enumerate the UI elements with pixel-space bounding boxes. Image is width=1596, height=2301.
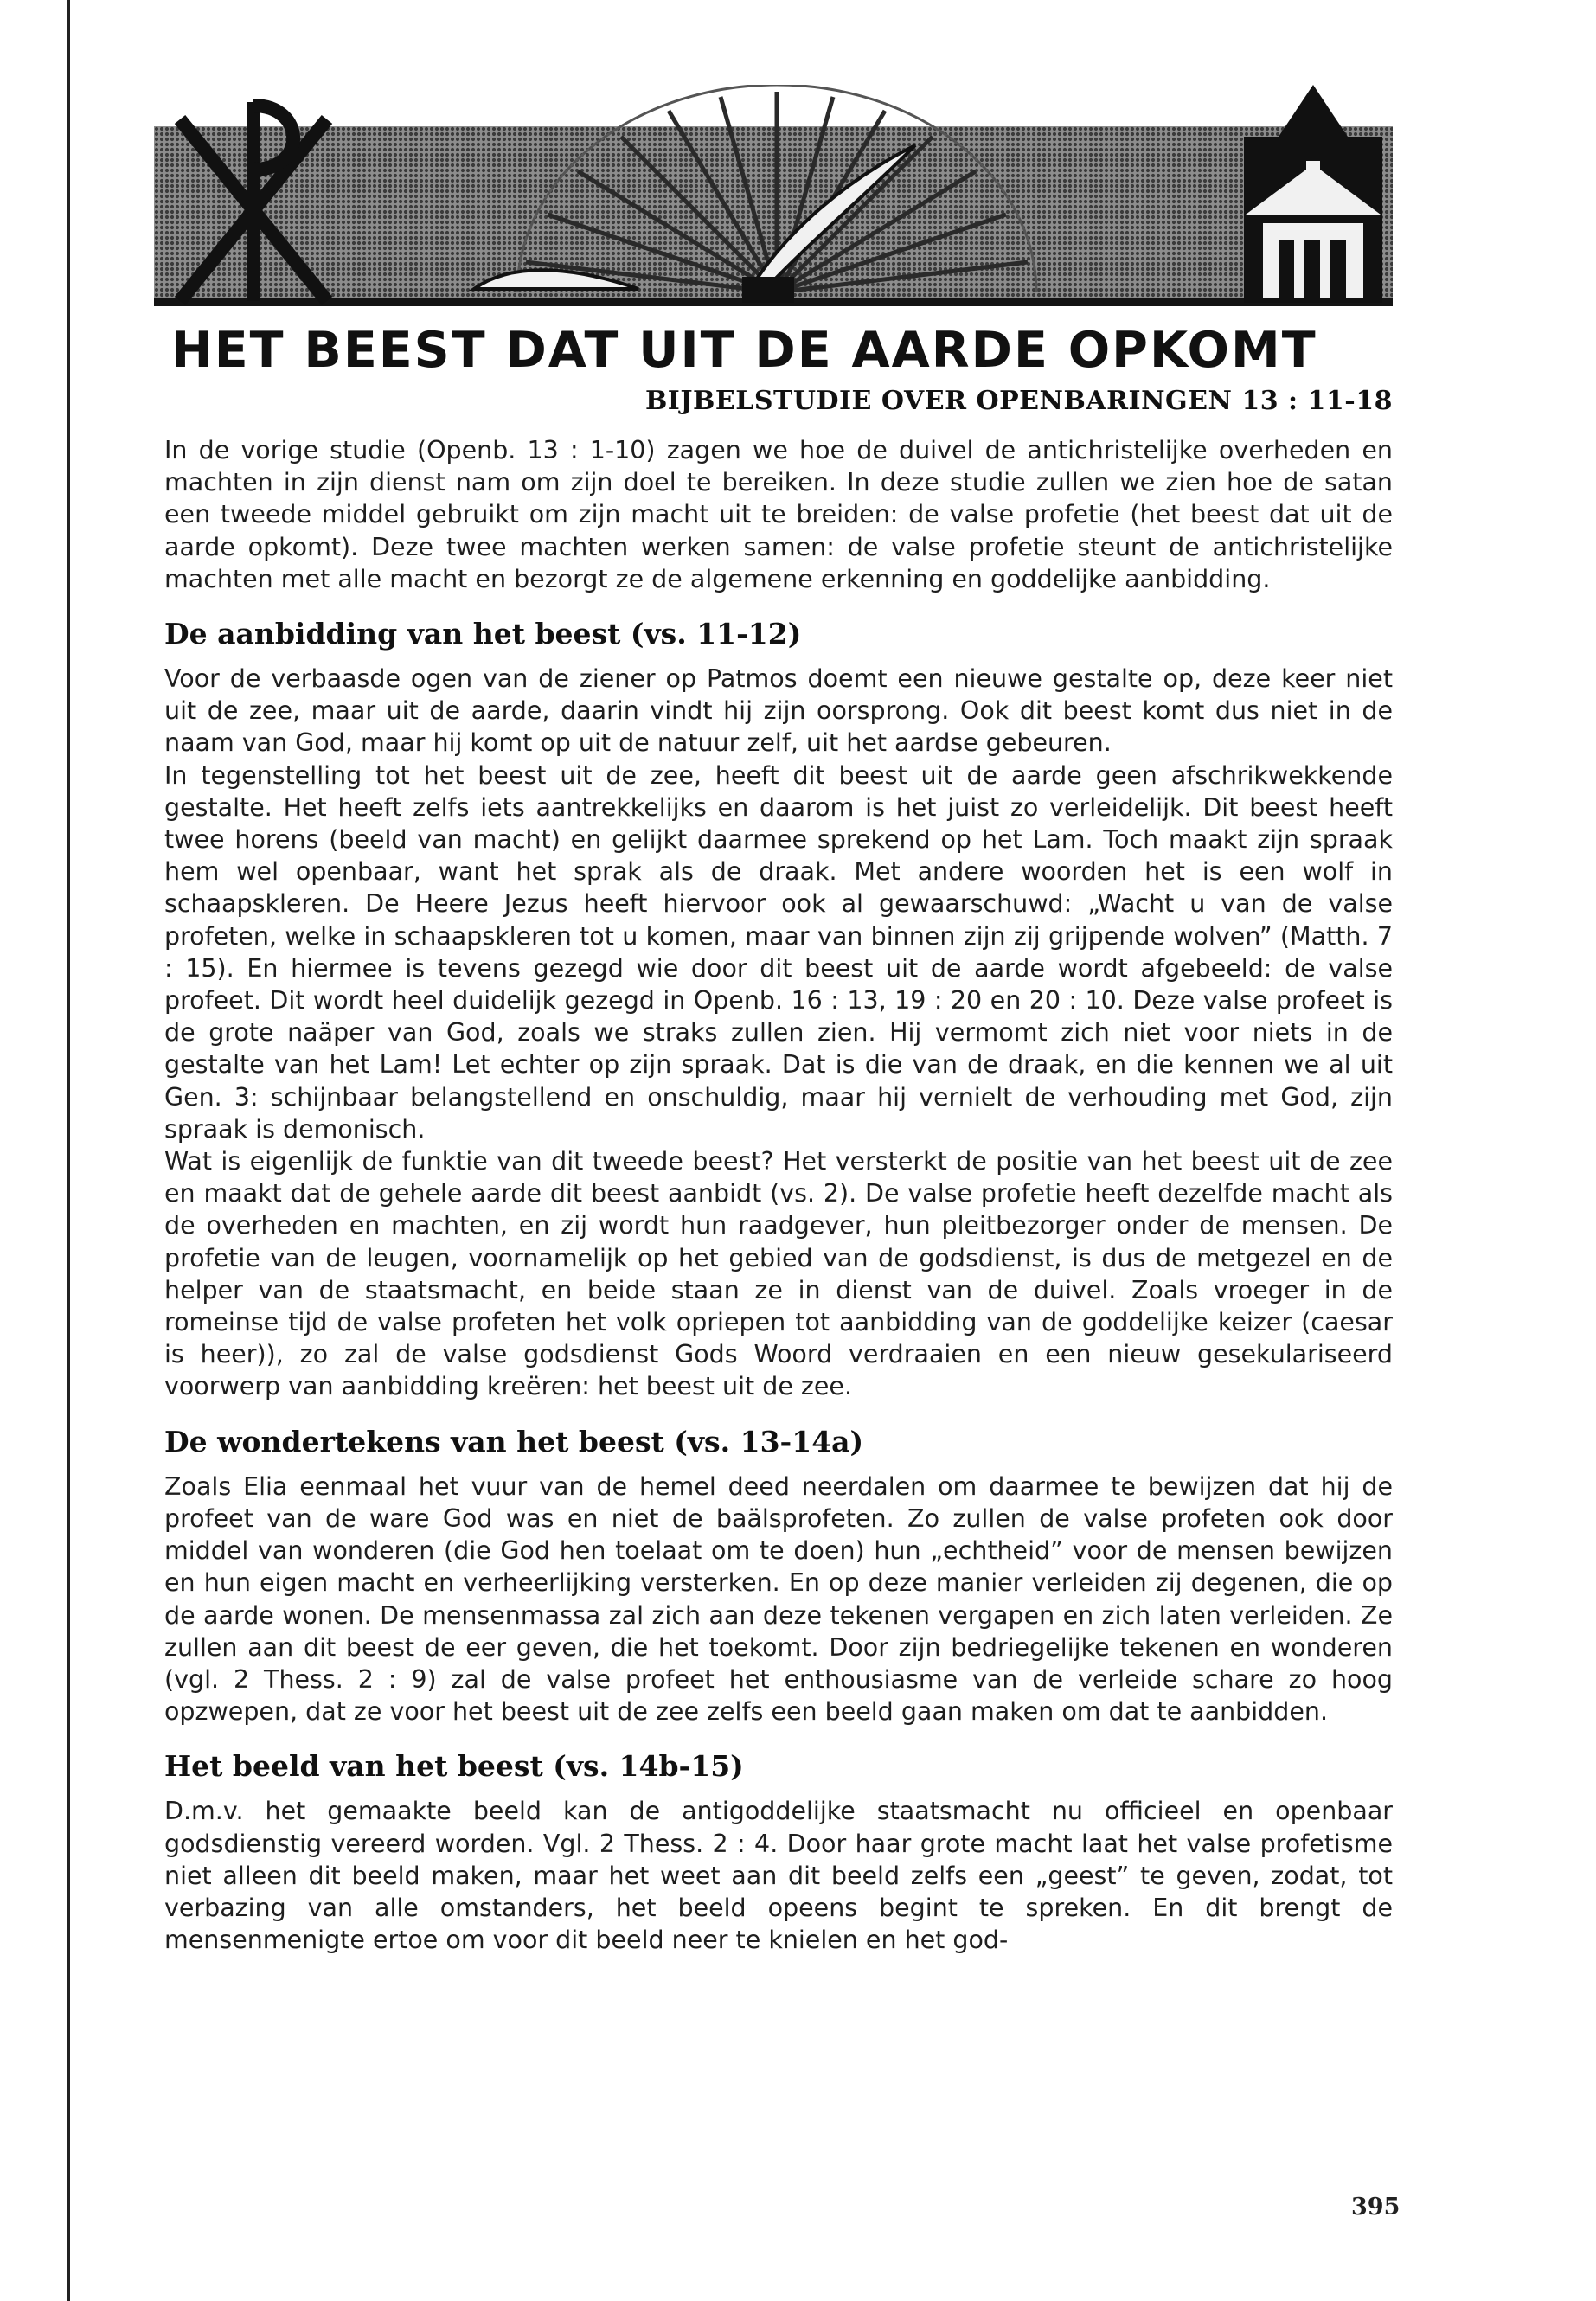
body-paragraph: D.m.v. het gemaakte beeld kan de antigoddelijke staatsmacht nu officieel en openbaar godsdienstig vereerd worden. Vgl. 2 Thess. 2 : 4. Door haar grote macht laat het valse profetisme niet alleen dit beeld maken, maar het weet aan dit beeld zelfs een „geest” te geven, zodat, tot verbazing van alle omstanders, het beeld opeens begint te spreken. En dit brengt de mensenmenigte ertoe om voor dit beeld neer te knielen en het god-: [164, 1797, 1393, 1955]
section-heading-wondertekens: De wondertekens van het beest (vs. 13-14a): [164, 1424, 864, 1458]
body-paragraph: Wat is eigenlijk de funktie van dit tweede beest? Het versterkt de positie van het beest uit de zee en maakt dat de gehele aarde dit beest aanbidt (vs. 2). De valse profetie heeft dezelfde macht als de overheden en machten, en zij wordt hun raadgever, hun pleitbezorger onder de mensen. De profetie van de leugen, voornamelijk op het gebied van de godsdienst, is dus de metgezel en de helper van de staatsmacht, en beide staan ze in dienst van de duivel. Zoals vroeger in de romeinse tijd de valse profeten het volk opriepen tot aanbidding van de goddelijke keizer (caesar is heer)), zo zal de valse godsdienst Gods Woord verdraaien en een nieuw gesekulariseerd voorwerp van aanbidding kreëren: het beest uit de zee.: [164, 1147, 1393, 1401]
body-paragraph: In tegenstelling tot het beest uit de zee, heeft dit beest uit de aarde geen afschrikwekkende gestalte. Het heeft zelfs iets aantrekkelijks en daarom is het juist zo verleidelijk. Dit beest heeft twee horens (beeld van macht) en gelijkt daarmee sprekend op het Lam. Toch maakt zijn spraak hem wel openbaar, want het sprak als de draak. Met andere woorden het is een wolf in schaapskleren. De Heere Jezus heeft hiervoor ook al gewaarschuwd: „Wacht u van de valse profeten, welke in schaapskleren tot u komen, maar van binnen zijn zij grijpende wolven” (Matth. 7 : 15). En hiermee is tevens gezegd wie door dit beest uit de aarde wordt afgebeeld: de valse profeet. Dit wordt heel duidelijk gezegd in Openb. 16 : 13, 19 : 20 en 20 : 10. Deze valse profeet is de grote naäper van God, zoals we straks zullen zien. Hij vermomt zich niet voor niets in de gestalte van het Lam! Let echter op zijn spraak. Dat is die van de draak, en die kennen we al uit Gen. 3: schijnbaar belangstellend en onschuldig, maar hij vernielt de verhouding met God, zijn spraak is demonisch.: [164, 760, 1393, 1144]
article-subtitle: BIJBELSTUDIE OVER OPENBARINGEN 13 : 11-18: [644, 386, 1393, 416]
body-paragraph: Zoals Elia eenmaal het vuur van de hemel deed neerdalen om daarmee te bewijzen dat hij de profeet van de ware God was en niet de baälsprofeten. Zo zullen de valse profeten ook door middel van wonderen (die God hen toelaat om te doen) hun „echtheid” voor de mensen bewijzen en hun eigen macht en verheerlijking versterken. En op deze manier verleiden zij degenen, die op de aarde wonen. De mensenmassa zal zich aan deze tekenen vergapen en zich laten verleiden. Ze zullen aan dit beest de eer geven, die het toekomt. Door zijn bedriegelijke tekenen en wonderen (vgl. 2 Thess. 2 : 9) zal de valse profeet het enthousiasme van de verleide schare zo hoog opzwepen, dat ze voor het beest uit de zee zelfs een beeld gaan maken om dat te aanbidden.: [164, 1471, 1393, 1727]
section-heading-beeld: Het beeld van het beest (vs. 14b-15): [164, 1749, 744, 1784]
intro-paragraph: In de vorige studie (Openb. 13 : 1-10) zagen we hoe de duivel de antichristelijke overheden en machten in zijn dienst nam om zijn doel te bereiken. In deze studie zullen we zien hoe de satan een tweede middel gebruikt om zijn macht uit te breiden: de valse profetie (het beest dat uit de aarde opkomt). Deze twee machten werken samen: de valse profetie steunt de antichristelijke machten met alle macht en bezorgt ze de algemene erkenning en goddelijke aanbidding.: [164, 436, 1393, 593]
page-number: 395: [1351, 2194, 1401, 2221]
section-heading-aanbidding: De aanbidding van het beest (vs. 11-12): [164, 617, 802, 651]
article-title: HET BEEST DAT UIT DE AARDE OPKOMT: [171, 322, 1317, 379]
church-icon: [1244, 85, 1382, 303]
left-margin-rule: [67, 0, 70, 2301]
inkwell-icon: [742, 277, 794, 303]
header-illustration: [154, 85, 1393, 311]
article-body: [164, 434, 1393, 1956]
body-paragraph: Voor de verbaasde ogen van de ziener op Patmos doemt een nieuwe gestalte op, deze keer niet uit de zee, maar uit de aarde, daarin vindt hij zijn oorsprong. Ook dit beest komt dus niet in de naam van God, maar hij komt op uit de natuur zelf, uit het aardse gebeuren.: [164, 664, 1393, 758]
